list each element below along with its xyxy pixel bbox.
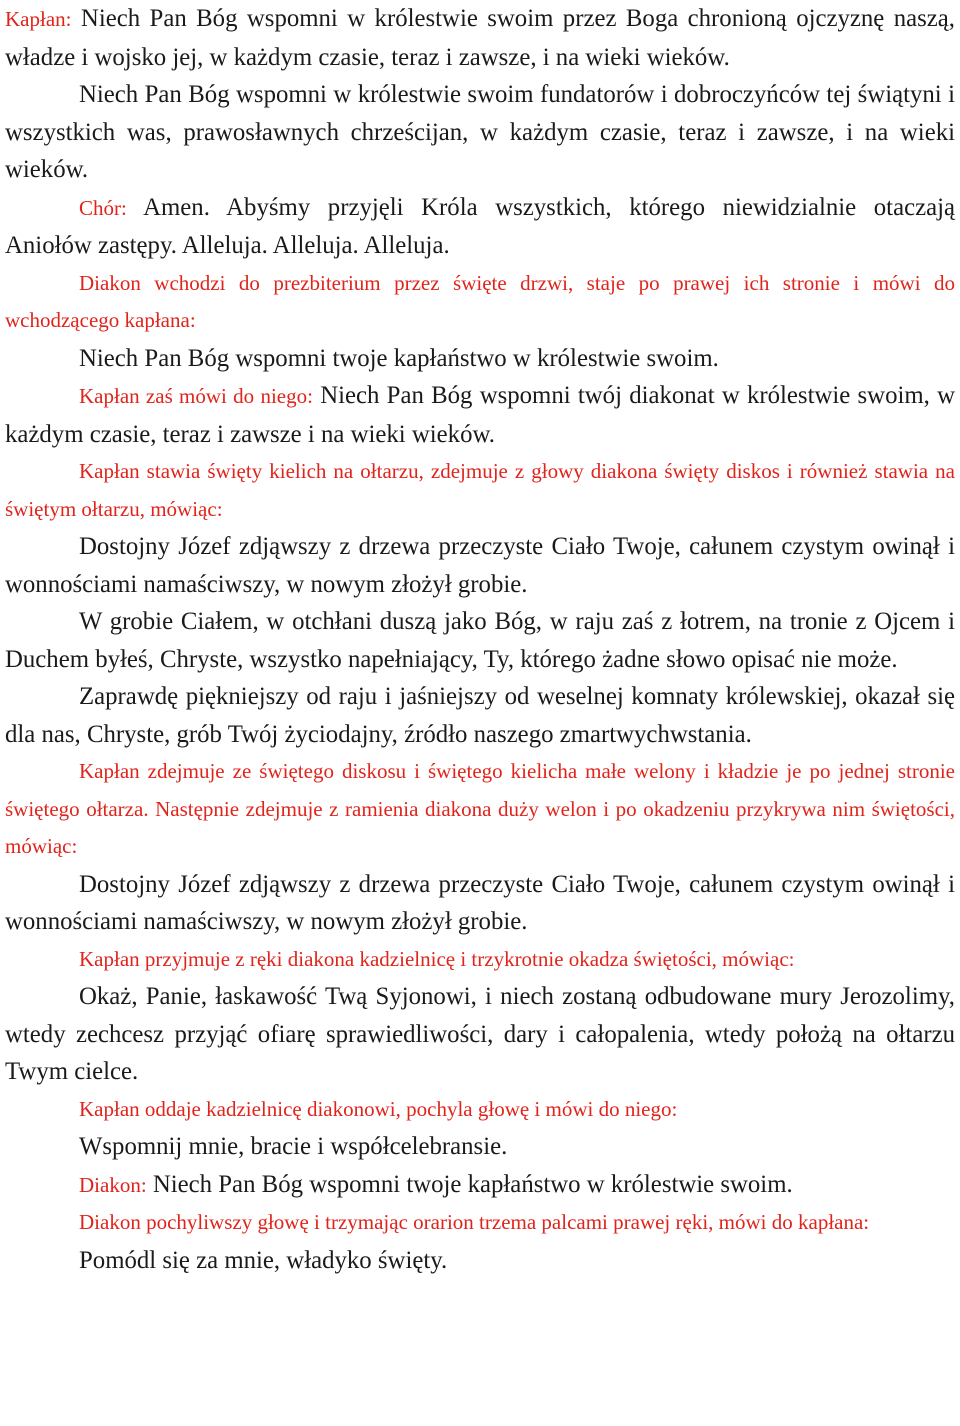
liturgy-paragraph: Dostojny Józef zdjąwszy z drzewa przeczyste Ciało Twoje, całunem czystym owinął i wonnościami namaściwszy, w nowym złożył grobie. — [5, 533, 955, 598]
liturgy-paragraph: Niech Pan Bóg wspomni w królestwie swoim fundatorów i dobroczyńców tej świątyni i wszystkich was, prawosławnych chrześcijan, w każdym czasie, teraz i zawsze, i na wieki wieków. — [5, 81, 955, 183]
liturgy-paragraph: Wspomnij mnie, bracie i współcelebransie. — [79, 1133, 508, 1160]
liturgy-paragraph: W grobie Ciałem, w otchłani duszą jako Bóg, w raju zaś z łotrem, na tronie z Ojcem i Duchem byłeś, Chryste, wszystko napełniający, Ty, którego żadne słowo opisać nie może. — [5, 608, 955, 673]
liturgy-paragraph: Pomódl się za mnie, władyko święty. — [79, 1246, 448, 1274]
liturgy-paragraph: Dostojny Józef zdjąwszy z drzewa przeczyste Ciało Twoje, całunem czystym owinął i wonnościami namaściwszy, w nowym złożył grobie. — [5, 870, 955, 935]
speaker-label: Kapłan: — [5, 7, 72, 31]
rubric-instruction: Kapłan stawia święty kielich na ołtarzu, zdejmuje z głowy diakona święty diskos i również stawia na świętym ołtarzu, mówiąc: — [5, 459, 955, 521]
liturgy-text: Amen. Abyśmy przyjęli Króla wszystkich, którego niewidzialnie otaczają Aniołów zastępy. Alleluja. Alleluja. Alleluja. — [5, 193, 955, 259]
rubric-instruction: Kapłan zdejmuje ze świętego diskosu i świętego kielicha małe welony i kładzie je po jednej stronie świętego ołtarza. Następnie zdejmuje z ramienia diakona duży welon i po okadzeniu przykrywa nim świętości, mówiąc: — [5, 759, 955, 858]
rubric-instruction: Diakon pochyliwszy głowę i trzymając orarion trzema palcami prawej ręki, mówi do kapłana: — [79, 1210, 870, 1234]
liturgy-paragraph — [5, 189, 955, 265]
rubric-instruction: Kapłan przyjmuje z ręki diakona kadzielnicę i trzykrotnie okadza świętości, mówiąc: — [79, 946, 795, 971]
liturgy-text: Niech Pan Bóg wspomni w królestwie swoim przez Boga chronioną ojczyznę naszą, władze i wojsko jej, w każdym czasie, teraz i zawsze, i na wieki wieków. — [5, 5, 955, 71]
rubric-instruction: Kapłan oddaje kadzielnicę diakonowi, pochyla głowę i mówi do niego: — [79, 1096, 678, 1121]
speaker-label: Chór: — [79, 195, 127, 220]
liturgy-text: Niech Pan Bóg wspomni twój diakonat w królestwie swoim, w każdym czasie, teraz i zawsze i na wieki wieków. — [5, 382, 956, 448]
liturgy-paragraph: Niech Pan Bóg wspomni twoje kapłaństwo w królestwie swoim. — [79, 344, 719, 372]
liturgy-paragraph — [5, 1166, 955, 1205]
liturgy-paragraph — [5, 0, 955, 76]
speaker-label: Diakon: — [79, 1172, 147, 1197]
rubric-instruction: Diakon wchodzi do prezbiterium przez święte drzwi, staje po prawej ich stronie i mówi do wchodzącego kapłana: — [5, 270, 955, 332]
liturgy-text: Niech Pan Bóg wspomni twoje kapłaństwo w królestwie swoim. — [152, 1170, 793, 1198]
liturgy-paragraph — [5, 377, 955, 453]
speaker-label: Kapłan zaś mówi do niego: — [79, 384, 313, 408]
liturgy-paragraph: Zaprawdę piękniejszy od raju i jaśniejszy od weselnej komnaty królewskiej, okazał się dla nas, Chryste, grób Twój życiodajny, źródło naszego zmartwychwstania. — [5, 683, 955, 748]
liturgy-paragraph: Okaż, Panie, łaskawość Twą Syjonowi, i niech zostaną odbudowane mury Jerozolimy, wtedy zechcesz przyjąć ofiarę sprawiedliwości, dary i całopalenia, wtedy położą na ołtarzu Twym cielce. — [5, 983, 955, 1085]
